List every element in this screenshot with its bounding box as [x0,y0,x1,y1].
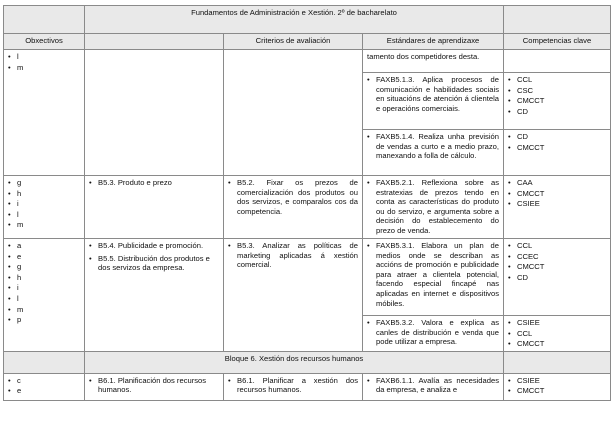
content-item: • B6.1. Planificación dos recursos humanos. [89,376,219,395]
competence-item: • CMCCT [508,262,606,272]
competence-item: • CD [508,132,606,142]
table-title: Fundamentos de Administración e Xestión. 2º de bacharelato [85,6,504,34]
content-item: • B5.5. Distribución dos produtos e dos servizos da empresa. [89,254,219,273]
contents-cell [85,373,224,400]
standard-text: • FAXB5.1.4. Realiza unha previsión de vendas a curto e a medio prazo, manexando a folla de cálculo. [367,132,499,161]
table-title-row [4,6,611,34]
standard-cell [363,316,504,352]
criterion-cell [224,50,363,176]
competence-item: • CMCCT [508,339,606,349]
objective-item: • p [8,315,80,325]
header-competences: Competencias clave [504,34,611,50]
curriculum-table [3,5,611,401]
competences-cell [504,73,611,130]
competences-cell [504,316,611,352]
criterion-text: • B5.3. Analizar as políticas de marketing aplicadas á xestión comercial. [228,241,358,270]
standard-text: • FAXB5.2.1. Reflexiona sobre as estratexias de prezos tendo en conta as características do produto ou do servizo, e argumenta sobre a decisión do establecemento do prezo de venda. [367,178,499,236]
objective-item: • g [8,262,80,272]
objective-item: • h [8,189,80,199]
competence-item: • CSIEE [508,318,606,328]
competences-cell [504,176,611,239]
competence-item: • CMCCT [508,386,606,396]
content-item: • B5.4. Publicidade e promoción. [89,241,219,251]
standard-text: tamento dos competidores desta. [367,52,480,61]
header-criteria: Criterios de avaliación [224,34,363,50]
contents-cell [85,50,224,176]
standard-cell [363,50,504,73]
objective-item: • i [8,283,80,293]
competence-item: • CD [508,107,606,117]
standard-text: • FAXB5.3.1. Elabora un plan de medios onde se describan as accións de promoción e publicidade para atraer a clientela potencial, facendo especial fincapé nas aplicadas en internet e dispositivos móbiles. [367,241,499,308]
objective-item: • m [8,305,80,315]
objective-item: • m [8,63,80,73]
objective-item: • g [8,178,80,188]
objective-item: • c [8,376,80,386]
table-row [4,239,611,316]
competence-item: • CMCCT [508,96,606,106]
competences-cell [504,239,611,316]
title-right-empty-cell [504,6,611,34]
competence-item: • CAA [508,178,606,188]
objectives-cell [4,239,85,352]
competence-item: • CD [508,273,606,283]
competence-item: • CSIEE [508,376,606,386]
block-right-empty-cell [504,351,611,373]
standard-text: • FAXB6.1.1. Avalía as necesidades da empresa, e analiza e [367,376,499,395]
objectives-cell [4,50,85,176]
competence-item: • CCL [508,75,606,85]
objectives-cell [4,176,85,239]
competences-cell [504,130,611,176]
standard-cell [363,373,504,400]
objective-item: • i [8,199,80,209]
criterion-cell [224,176,363,239]
title-left-empty-cell [4,6,85,34]
objective-item: • e [8,386,80,396]
standard-cell [363,73,504,130]
competence-item: • CCL [508,329,606,339]
criterion-text: • B5.2. Fixar os prezos de comercialización dos produtos ou dos servizos, e comparalos cos da competencia. [228,178,358,216]
standard-cell [363,130,504,176]
competence-item: • CCEC [508,252,606,262]
competences-cell [504,50,611,73]
objective-item: • a [8,241,80,251]
table-row [4,373,611,400]
content-item: • B5.3. Produto e prezo [89,178,219,188]
table-row [4,50,611,73]
competence-item: • CSC [508,86,606,96]
competence-item: • CSIEE [508,199,606,209]
standard-text: • FAXB5.3.2. Valora e explica as canles de distribución e venda que pode utilizar a empresa. [367,318,499,347]
block-left-empty-cell [4,351,85,373]
criterion-text: • B6.1. Planificar a xestión dos recursos humanos. [228,376,358,395]
objective-item: • l [8,52,80,62]
table-row [4,176,611,239]
standard-text: • FAXB5.1.3. Aplica procesos de comunicación e habilidades sociais en situacións de atención á clientela e operacións comerciais. [367,75,499,113]
header-contents-empty [85,34,224,50]
competence-item: • CMCCT [508,189,606,199]
objective-item: • l [8,294,80,304]
objective-item: • e [8,252,80,262]
criterion-cell [224,373,363,400]
contents-cell [85,239,224,352]
competence-item: • CMCCT [508,143,606,153]
objectives-cell [4,373,85,400]
contents-cell [85,176,224,239]
criterion-cell [224,239,363,352]
competence-item: • CCL [508,241,606,251]
objective-item: • m [8,220,80,230]
objective-item: • l [8,210,80,220]
block-title: Bloque 6. Xestión dos recursos humanos [85,351,504,373]
header-standards: Estándares de aprendizaxe [363,34,504,50]
header-objectives: Obxectivos [4,34,85,50]
objective-item: • h [8,273,80,283]
column-header-row [4,34,611,50]
standard-cell [363,239,504,316]
block-header-row [4,351,611,373]
standard-cell [363,176,504,239]
competences-cell [504,373,611,400]
